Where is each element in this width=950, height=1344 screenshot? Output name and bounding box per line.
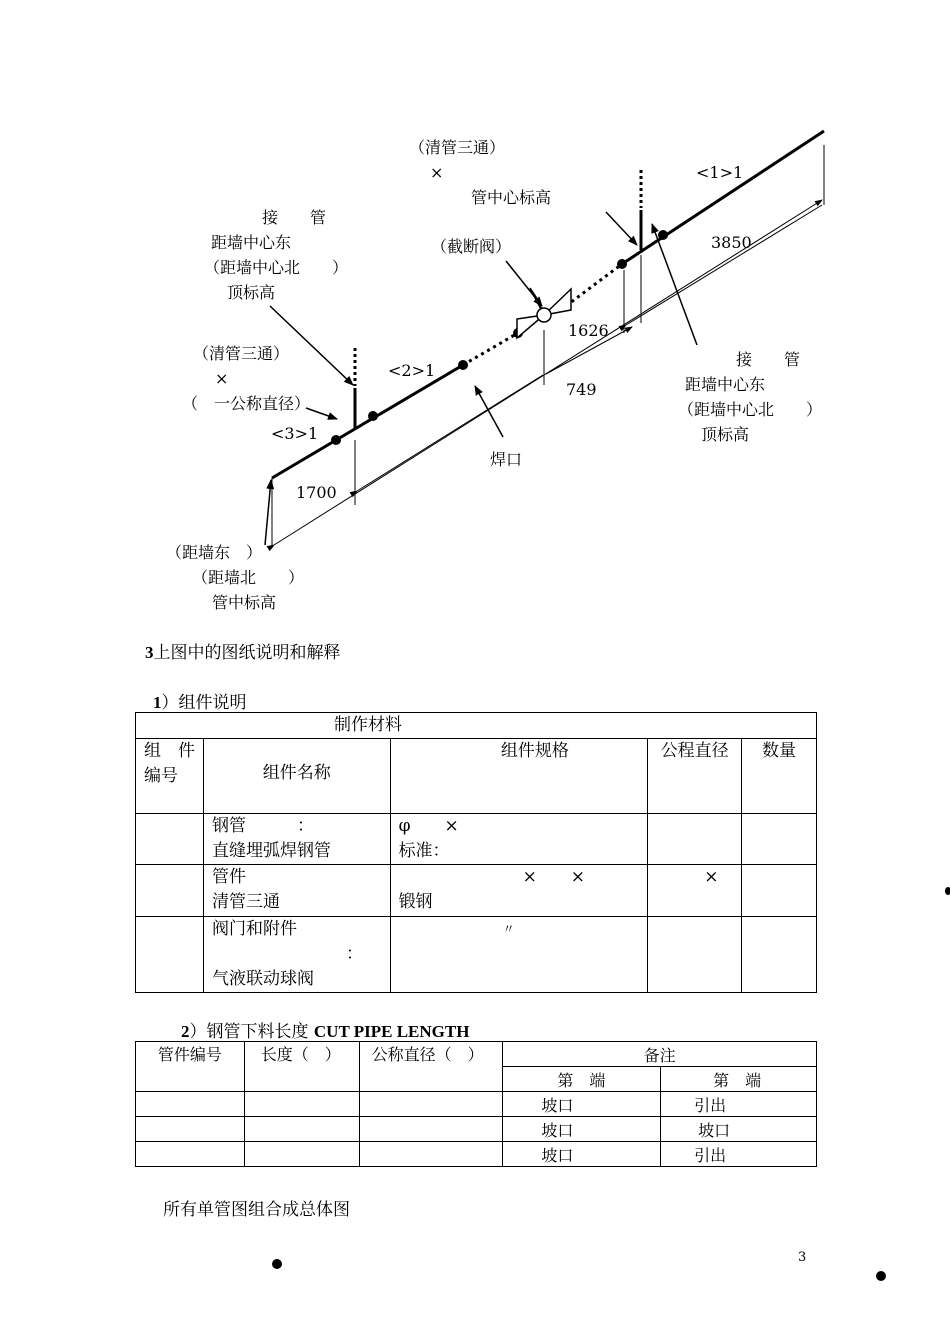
- subsection-heading-2: 2）钢管下料长度 CUT PIPE LENGTH: [181, 1022, 470, 1042]
- connection-label-right-1: 接 管: [736, 350, 801, 369]
- cell-dn: [648, 814, 742, 865]
- connection-label-left-2: 距墙中心东: [211, 233, 292, 252]
- connection-label-right-4: 顶标高: [701, 425, 750, 444]
- print-speck: [272, 1259, 282, 1269]
- cell-id: [136, 1117, 245, 1142]
- pipe-center-elev-label-top: 管中心标高: [471, 188, 552, 207]
- cell-length: [244, 1092, 359, 1117]
- valve-label: （截断阀）: [431, 237, 512, 256]
- table-title: 制作材料: [136, 713, 817, 739]
- header-quantity: 数量: [741, 739, 816, 814]
- tee-size-left: ×: [215, 369, 229, 388]
- cell-dn: [359, 1092, 503, 1117]
- weld-label: 焊口: [490, 450, 523, 469]
- header-end-2: 第 端: [661, 1067, 817, 1092]
- cell-name: 阀门和附件 ： 气液联动球阀: [204, 917, 391, 993]
- start-point-label-1: （距墙东 ）: [166, 543, 263, 562]
- cell-name: 钢管 ： 直缝埋弧焊钢管: [204, 814, 391, 865]
- connection-label-right-3: （距墙中心北 ）: [678, 400, 823, 419]
- cell-dn: [359, 1117, 503, 1142]
- header-end-1: 第 端: [503, 1067, 661, 1092]
- cell-id: [136, 1142, 245, 1167]
- cell-qty: [741, 917, 816, 993]
- isometric-pipe-diagram: [0, 0, 950, 620]
- section-heading: 3上图中的图纸说明和解释: [145, 643, 341, 663]
- connection-label-left-1: 接 管: [262, 208, 327, 227]
- cell-id: [136, 865, 204, 917]
- table-row: [136, 1142, 817, 1167]
- header-fitting-id: 管件编号: [136, 1042, 245, 1092]
- dimension-3850: 3850: [711, 233, 752, 252]
- print-speck: [876, 1271, 886, 1281]
- cell-dn: [359, 1142, 503, 1167]
- tee-label-top: （清管三通）: [409, 138, 506, 157]
- cell-name: 管件 清管三通: [204, 865, 391, 917]
- cell-length: [244, 1142, 359, 1167]
- tee-nominal-dia-left: （ 一公称直径）: [182, 394, 311, 413]
- cell-dn: [648, 917, 742, 993]
- page-number: 3: [798, 1250, 807, 1265]
- cell-end-1: 坡口: [503, 1142, 661, 1167]
- header-component-name: 组件名称: [204, 739, 391, 814]
- cell-qty: [741, 865, 816, 917]
- dimension-1700: 1700: [296, 483, 337, 502]
- header-nominal-dia: 公程直径: [648, 739, 742, 814]
- connection-label-right-2: 距墙中心东: [685, 375, 766, 394]
- tee-size-top: ×: [430, 163, 444, 182]
- header-remarks: 备注: [503, 1042, 817, 1067]
- cell-qty: [741, 814, 816, 865]
- cell-end-1: 坡口: [503, 1117, 661, 1142]
- cell-id: [136, 1092, 245, 1117]
- header-length: 长度（ ）: [244, 1042, 359, 1092]
- table-row: [136, 865, 817, 917]
- cut-length-table: [135, 1041, 817, 1167]
- dimension-1626: 1626: [568, 321, 609, 340]
- cell-end-1: 坡口: [503, 1092, 661, 1117]
- cell-end-2: 引出: [661, 1142, 817, 1167]
- dimension-749: 749: [566, 380, 597, 399]
- table-row: [136, 1092, 817, 1117]
- table-row: [136, 917, 817, 993]
- table-row: [136, 1117, 817, 1142]
- segment-label-1: <1>1: [696, 163, 744, 182]
- start-point-label-2: （距墙北 ）: [192, 568, 305, 587]
- segment-label-3: <3>1: [271, 424, 319, 443]
- cell-dn: ×: [648, 865, 742, 917]
- table-row: [136, 814, 817, 865]
- connection-label-left-4: 顶标高: [227, 283, 276, 302]
- footer-note: 所有单管图组合成总体图: [163, 1200, 350, 1220]
- header-component-spec: 组件规格: [390, 739, 648, 814]
- tee-branches: [355, 170, 641, 428]
- header-component-id: 组 件 编号: [136, 739, 204, 814]
- header-nominal-dia: 公称直径（ ）: [359, 1042, 503, 1092]
- tee-label-left: （清管三通）: [193, 344, 290, 363]
- subsection-heading-1: 1）组件说明: [153, 693, 247, 713]
- cell-end-2: 引出: [661, 1092, 817, 1117]
- cell-spec: φ × 标准：: [390, 814, 648, 865]
- print-speck: [945, 887, 950, 895]
- cell-spec: 〃: [390, 917, 648, 993]
- component-table: [135, 712, 817, 993]
- cell-end-2: 坡口: [661, 1117, 817, 1142]
- start-point-label-3: 管中标高: [212, 593, 277, 612]
- cell-id: [136, 917, 204, 993]
- cell-id: [136, 814, 204, 865]
- cell-spec: × × 锻钢: [390, 865, 648, 917]
- connection-label-left-3: （距墙中心北 ）: [204, 258, 349, 277]
- cell-length: [244, 1117, 359, 1142]
- segment-label-2: <2>1: [388, 361, 436, 380]
